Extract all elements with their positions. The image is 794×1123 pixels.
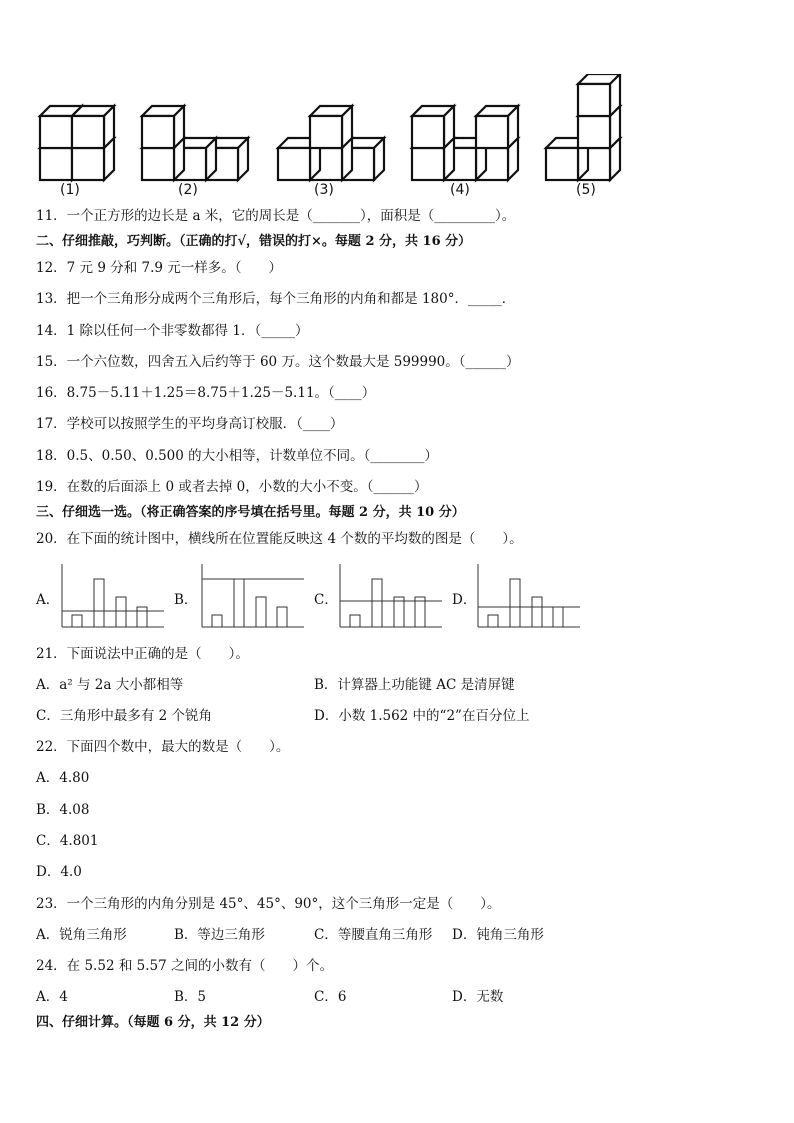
q22-option-b: B．4.08 [36,802,90,818]
question-21: 21．下面说法中正确的是（ ）。 [36,646,249,662]
section-3-heading: 三、仔细选一选。（将正确答案的序号填在括号里。每题 2 分，共 10 分） [36,505,465,520]
figure-5 [546,74,620,180]
q21-option-c: C．三角形中最多有 2 个锐角 [36,708,213,724]
q24-option-c: C．6 [314,989,347,1005]
section-4-heading: 四、仔细计算。（每题 6 分，共 12 分） [36,1015,270,1030]
chart-option-d-label: D． [452,592,477,608]
chart-option-b-label: B． [174,592,198,608]
question-13: 13．把一个三角形分成两个三角形后，每个三角形的内角和都是 180°．_____． [36,291,516,307]
question-12: 12．7 元 9 分和 7.9 元一样多。（ ） [36,260,283,276]
figure-label-5: (5) [576,182,596,198]
chart-option-c-label: C． [314,592,338,608]
figure-3 [278,106,384,180]
question-24: 24．在 5.52 和 5.57 之间的小数有（ ）个。 [36,958,333,974]
question-17: 17．学校可以按照学生的平均身高订校服．（____） [36,416,344,432]
figure-label-4: (4) [450,182,470,198]
chart-option-a-label: A． [36,592,60,608]
question-19: 19．在数的后面添上 0 或者去掉 0，小数的大小不变。（______） [36,479,428,495]
question-11: 11．一个正方形的边长是 a 米，它的周长是（_______），面积是（_________）。 [36,208,516,224]
chart-option-c [338,564,446,630]
q23-option-c: C．等腰直角三角形 [314,927,433,943]
q24-option-a: A．4 [36,989,68,1005]
q22-option-c: C．4.801 [36,833,99,849]
q23-option-b: B．等边三角形 [174,927,265,943]
chart-option-a [60,564,168,630]
figure-4 [412,106,518,180]
q24-option-b: B．5 [174,989,207,1005]
question-16: 16．8.75－5.11＋1.25＝8.75＋1.25－5.11。（____） [36,385,376,401]
q24-option-d: D．无数 [452,989,504,1005]
q22-option-d: D．4.0 [36,864,82,880]
q21-option-b: B．计算器上功能键 AC 是清屏键 [314,677,515,693]
figure-label-1: (1) [60,182,80,198]
figure-label-3: (3) [314,182,334,198]
q23-option-d: D．钝角三角形 [452,927,544,943]
chart-option-b [200,564,308,630]
figure-2 [142,106,248,180]
question-18: 18．0.5、0.50、0.500 的大小相等，计数单位不同。（________） [36,448,438,464]
q22-option-a: A．4.80 [36,770,90,786]
figure-label-2: (2) [178,182,198,198]
q21-option-d: D．小数 1.562 中的“2”在百分位上 [314,708,530,724]
question-23: 23．一个三角形的内角分别是 45°、45°、90°，这个三角形一定是（ ）。 [36,896,501,912]
question-22: 22．下面四个数中，最大的数是（ ）。 [36,739,290,755]
section-2-heading: 二、仔细推敲，巧判断。（正确的打√，错误的打×。每题 2 分，共 16 分） [36,234,472,249]
q21-option-a: A．a² 与 2a 大小都相等 [36,677,184,693]
question-14: 14．1 除以任何一个非零数都得 1．（_____） [36,323,309,339]
question-15: 15．一个六位数，四舍五入后约等于 60 万。这个数最大是 599990。（______） [36,354,520,370]
question-20: 20．在下面的统计图中，横线所在位置能反映这 4 个数的平均数的图是（ ）。 [36,531,523,547]
figure-1 [40,106,114,180]
q23-option-a: A．锐角三角形 [36,927,127,943]
chart-option-d [476,564,584,630]
